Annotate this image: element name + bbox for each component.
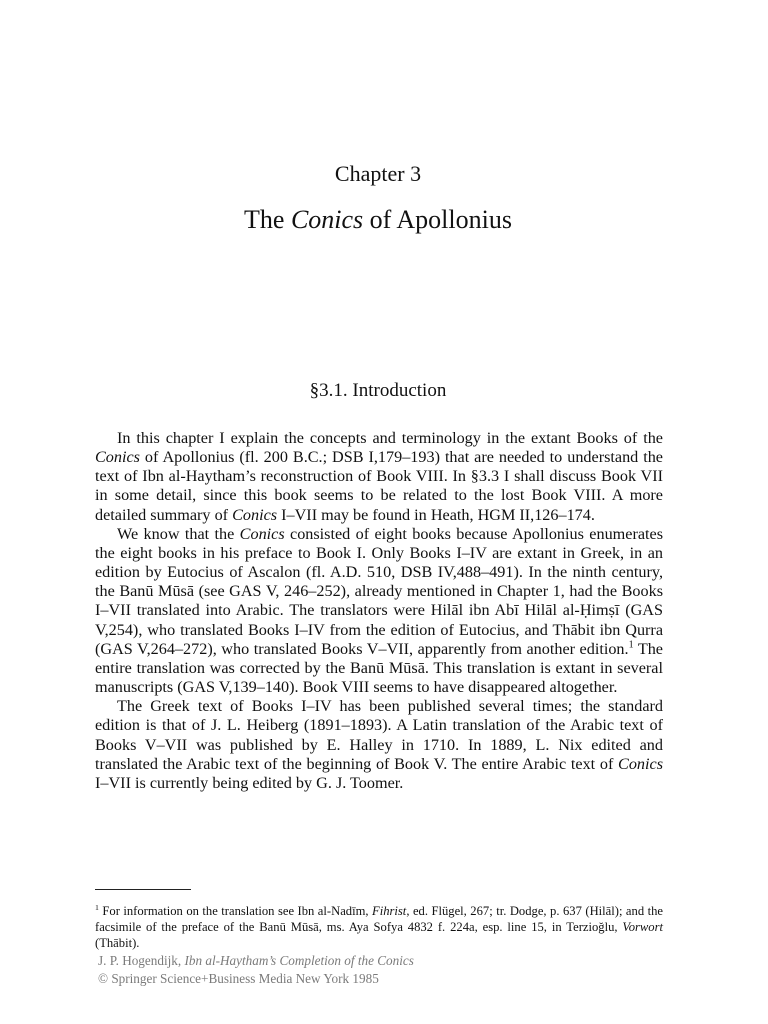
paragraph-2-text-c: The entire translation was corrected by the Banū Mūsā. This translation is extant in several manuscripts (GAS V,139–140). Book VIII seems to have disappeared altogether. — [95, 639, 663, 697]
paragraph-2-text-b: consisted of eight books because Apollonius enumerates the eight books in his preface to Book I. Only Books I–IV are extant in Greek, in an edition by Eutocius of Ascalon (fl. A.D. 510, DSB IV,488–491). In the ninth century, the Banū Mūsā (see GAS V, 246–252), already mentioned in Chapter 1, had the Books I–VII translated into Arabic. The translators were Hilāl ibn Abī Hilāl al-Ḥimṣī (GAS V,254), who translated Books I–IV from the edition of Eutocius, and Thābit ibn Qurra (GAS V,264–272), who translated Books V–VII, apparently from another edition. — [95, 524, 663, 658]
paragraph-1-italic-b: Conics — [232, 505, 278, 524]
credits-line-1 — [98, 952, 658, 970]
chapter-title-suffix: of Apollonius — [363, 205, 512, 234]
footnote-reference[interactable]: 1 — [628, 639, 634, 651]
paragraph-3-italic-a: Conics — [618, 754, 663, 773]
paragraph-3-text-b: I–VII is currently being edited by G. J. Toomer. — [95, 773, 404, 792]
footnote-text-b: , ed. Flügel, 267; tr. Dodge, p. 637 (Hilāl); and the facsimile of the preface of the Banū Mūsā, ms. Aya Sofya 4832 f. 224a, esp. line 15, in Terzioğlu, — [95, 904, 663, 934]
credits-book-title: Ibn al-Haytham’s Completion of the Conics — [184, 953, 414, 968]
paragraph-1 — [95, 429, 663, 525]
paragraph-3 — [95, 697, 663, 793]
footnote-italic-b: Vorwort — [622, 920, 663, 934]
chapter-title-italic: Conics — [290, 205, 364, 234]
body-text — [95, 429, 663, 793]
footnote-divider — [95, 889, 191, 890]
chapter-title-prefix: The — [244, 205, 291, 234]
paragraph-1-text-a: In this chapter I explain the concepts and terminology in the extant Books of the — [117, 429, 663, 447]
footnote-text-a: For information on the translation see Ibn al-Nadīm, — [98, 904, 373, 918]
paragraph-1-text-b: of Apollonius (fl. 200 B.C.; DSB I,179–193) that are needed to understand the text of Ibn al-Haytham’s reconstruction of Book VIII. In §3.3 I shall discuss Book VII in some detail, since this book seems to be related to the lost Book VIII. A more detailed summary of — [95, 448, 663, 524]
footnote-text-c: (Thābit). — [95, 936, 140, 950]
section-heading: §3.1. Introduction — [309, 380, 447, 401]
paragraph-2-italic-a: Conics — [239, 524, 285, 543]
footnote-italic-a: Fihrist — [372, 904, 407, 918]
footnote-marker: 1 — [95, 902, 99, 912]
paragraph-1-italic-a: Conics — [95, 448, 140, 467]
paragraph-2-text-a: We know that the — [117, 524, 240, 543]
footnote — [95, 903, 663, 951]
paragraph-1-text-c: I–VII may be found in Heath, HGM II,126–174. — [277, 505, 595, 524]
chapter-title — [0, 203, 756, 237]
credits-block — [98, 952, 658, 988]
credits-line-2: © Springer Science+Business Media New York 1985 — [98, 971, 379, 986]
paragraph-2 — [95, 525, 663, 697]
chapter-label: Chapter 3 — [334, 161, 422, 186]
paragraph-3-text-a: The Greek text of Books I–IV has been published several times; the standard edition is that of J. L. Heiberg (1891–1893). A Latin translation of the Arabic text of Books V–VII was published by E. Halley in 1710. In 1889, L. Nix edited and translated the Arabic text of the beginning of Book V. The entire Arabic text of — [95, 697, 663, 773]
credits-author: J. P. Hogendijk, — [98, 953, 185, 968]
